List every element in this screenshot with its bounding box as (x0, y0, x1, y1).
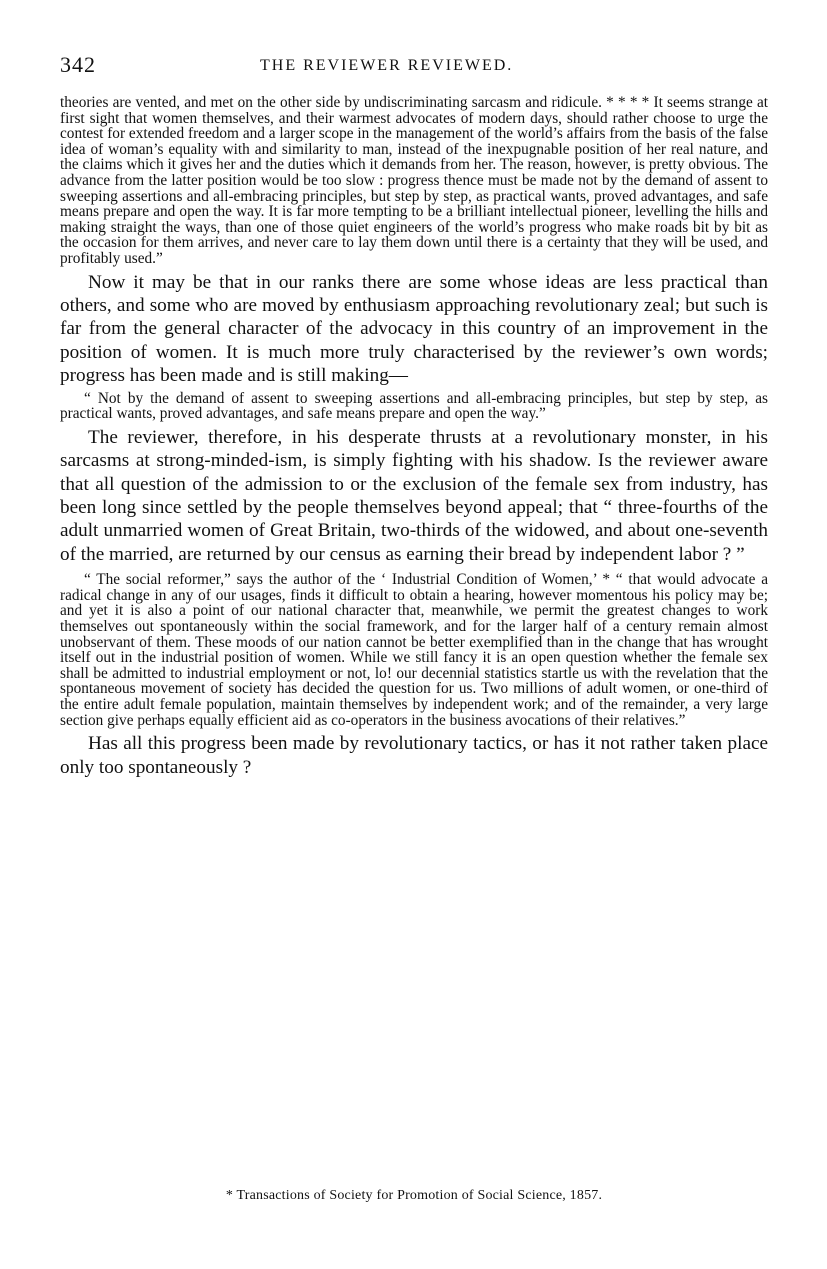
paragraph-reviewer-therefore: The reviewer, therefore, in his desperate thrusts at a revolutionary monster, in his sarcasms at strong-minded-ism, is simply fighting with his shadow. Is the reviewer aware that all question of the admission to or the exclusion of the female sex from industry, has been long since settled by the people themselves beyond appeal; that “ three-fourths of the adult unmarried women of Great Britain, two-thirds of the widowed, and about one-seventh of the married, are returned by our census as earning their bread by independent labor ? ” (60, 426, 768, 565)
page-number: 342 (60, 52, 96, 77)
footnote: * Transactions of Society for Promotion of Social Science, 1857. (225, 1188, 603, 1203)
paragraph-has-all-this-progress: Has all this progress been made by revolutionary tactics, or has it not rather taken place only too spontaneously ? (60, 733, 768, 778)
page-header (60, 52, 770, 78)
quoted-paragraph-continuation: theories are vented, and met on the other side by undiscriminating sarcasm and ridicule. * * * * It seems strange at first sight that women themselves, and their warmest advocates of modern days, should rather choose to urge the contest for extended freedom and a larger scope in the management of the world’s affairs from the basis of the false idea of woman’s equality with and similarity to man, instead of the inexpugnable position of her real nature, and the claims which it gives her and the duties which it demands from her. The reason, however, is pretty obvious. The advance from the latter position would be too slow : progress thence must be made not by the demand of assent to sweeping assertions and all-embracing principles, but step by step, as practical wants, proved advantages, and safe means prepare and open the way. It is far more tempting to be a brilliant intellectual pioneer, levelling the hills and making straight the ways, than one of those quiet engineers of the world’s progress who make roads bit by bit as the occasion for them arrives, and never care to lay them down until there is a certainty that they will be used, and profitably used.” (60, 94, 768, 267)
block-quote-social-reformer: “ The social reformer,” says the author of the ‘ Industrial Condition of Women,’ * “ that would advocate a radical change in any of our usages, finds it difficult to obtain a hearing, however momentous his policy may be; and yet it is also a point of our national character that, meanwhile, we permit the greatest changes to work themselves out spontaneously within the social framework, and for the larger half of a century remain almost unobservant of them. These moods of our nation cannot be better exemplified than in the change that has wrought itself out in the industrial position of women. While we still fancy it is an open question whether the female sex shall be admitted to industrial employment or not, lo! our decennial statistics startle us with the revelation that the spontaneous movement of society has decided the question for us. Two millions of adult women, or one-third of the entire adult female population, maintain themselves by independent work; and of the remainder, a very large section give perhaps equally efficient aid as co-operators in the business avocations of their relatives.” (60, 571, 768, 729)
block-quote-not-by-demand: “ Not by the demand of assent to sweeping assertions and all-embracing principles, but step by step, as practical wants, proved advantages, and safe means prepare and open the way.” (60, 389, 768, 423)
running-title: THE REVIEWER REVIEWED. (260, 57, 514, 74)
paragraph-now-it-may-be: Now it may be that in our ranks there are some whose ideas are less practical than others, and some who are moved by enthusiasm approaching revolutionary zeal; but such is far from the general character of the advocacy in this country of an improvement in the position of women. It is much more truly characterised by the reviewer’s own words; progress has been made and is still making— (60, 271, 768, 387)
body-text (60, 95, 768, 779)
